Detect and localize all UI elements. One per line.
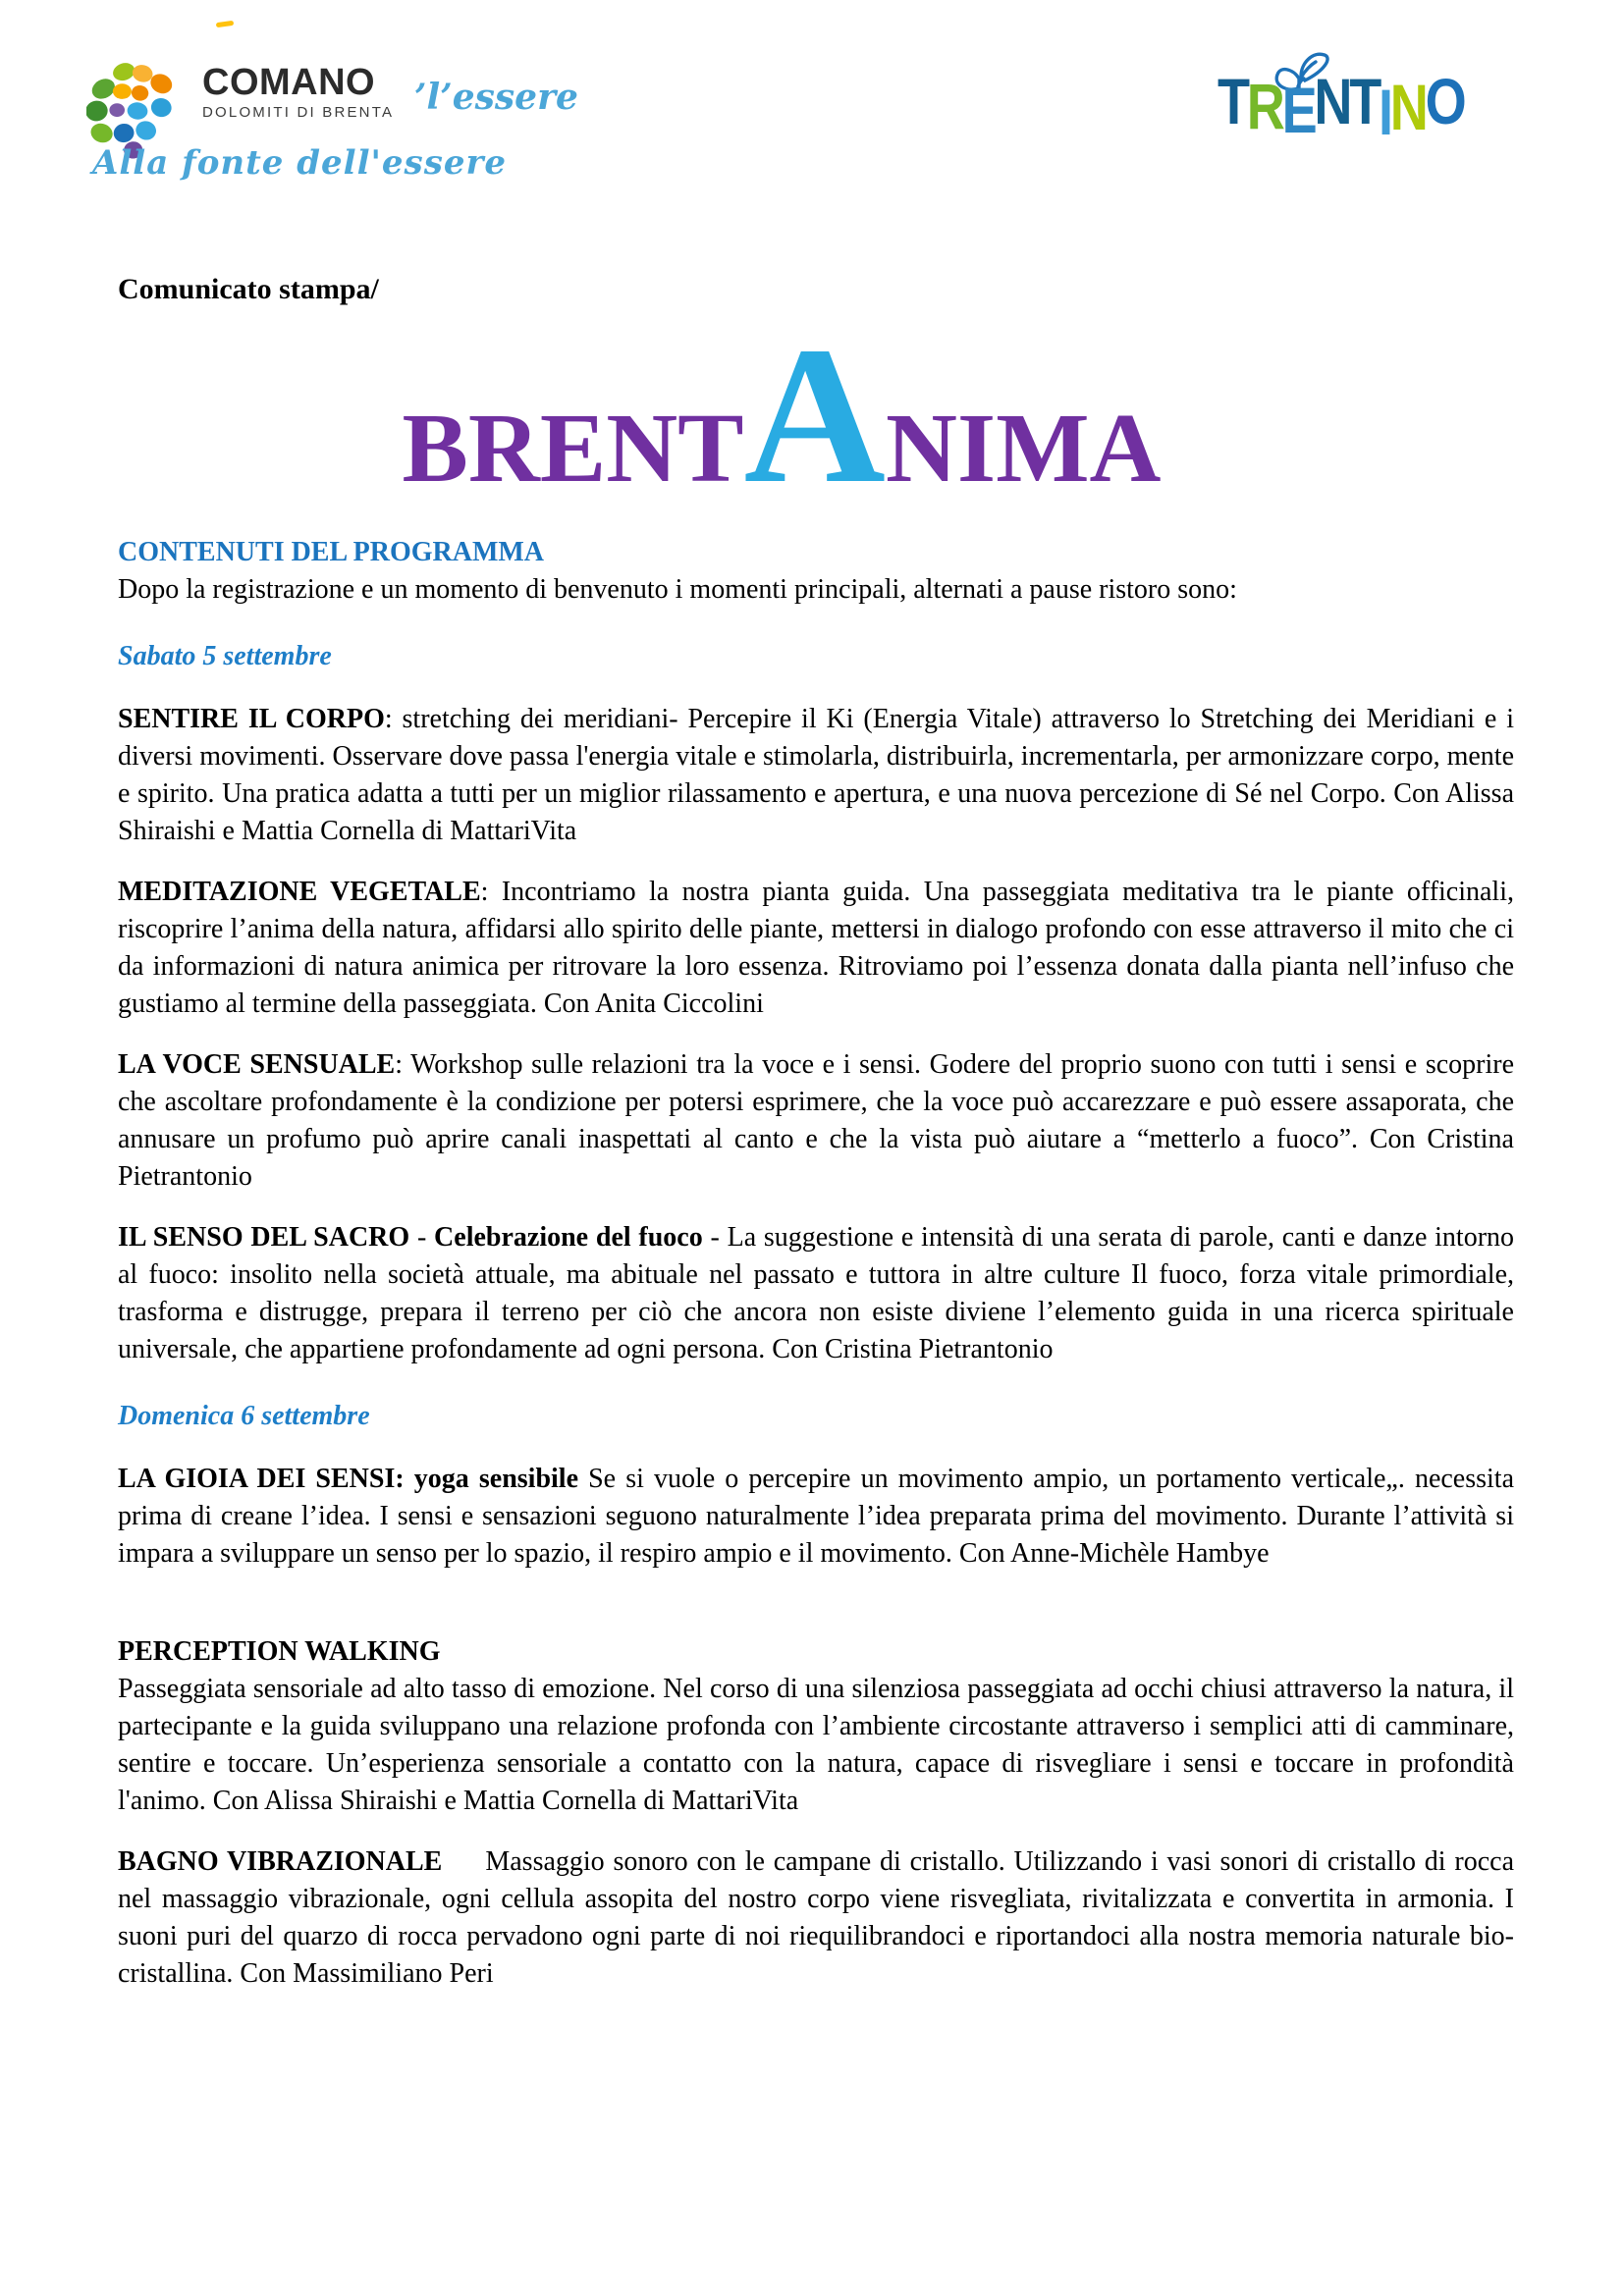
page-title <box>49 307 1514 524</box>
event-body: Massaggio sonoro con le campane di cristallo. Utilizzando i vasi sonori di cristallo di rocca nel massaggio vibrazionale, ogni cellula assopita del nostro corpo viene risvegliata, rivitalizzata e convertita in armonia. I suoni puri del quarzo di rocca pervadono ogni parte di noi riequilibrandoci e riportandoci alla nostra memoria naturale bio-cristallina. Con Massimiliano Peri <box>118 1846 1514 1989</box>
trentino-letter: R <box>1246 70 1282 142</box>
event-body: Se si vuole o percepire un movimento ampio, un portamento verticale„. necessita prima di creane l’idea. I sensi e sensazioni seguono naturalmente l’idea preparata prima del movimento. Durante l’attività si impara a sviluppare un senso per lo spazio, il respiro ampio e il movimento. Con Anne-Michèle Hambye <box>118 1464 1515 1569</box>
trentino-letter: O <box>1425 65 1464 137</box>
event-title: SENTIRE IL CORPO <box>118 704 385 734</box>
press-release-label: Comunicato stampa/ <box>118 273 379 305</box>
event-meditazione-vegetale <box>118 874 1514 1023</box>
comano-brand-name: COMANO <box>202 62 376 103</box>
tagline-fragment: ’l’essere <box>414 77 578 118</box>
event-title: MEDITAZIONE VEGETALE <box>118 877 481 907</box>
event-separator: : <box>395 1049 411 1080</box>
comano-subtitle: DOLOMITI DI BRENTA <box>202 104 395 121</box>
event-title: PERCEPTION WALKING <box>118 1636 441 1667</box>
title-accent-letter: A <box>743 307 886 524</box>
event-separator: : <box>480 877 502 907</box>
event-body: Incontriamo la nostra pianta guida. Una passeggiata meditativa tra le piante officinali, riscoprire l’anima della natura, affidarsi allo spirito delle piante, mettersi in dialogo profondo con esse attraverso il mito che ci da informazioni di natura animica per ritrovare la loro essenza. Ritroviamo poi l’essenza donata dalla pianta nell’infuso che gustiamo al termine della passeggiata. Con Anita Ciccolini <box>118 877 1514 1019</box>
title-prefix: BRENT <box>402 393 744 503</box>
event-separator: - <box>409 1222 435 1253</box>
comano-tagline: Alla fonte dell'essere <box>92 143 508 183</box>
trentino-letter: T <box>1349 65 1380 137</box>
trentino-letter: N <box>1389 71 1426 143</box>
event-body: stretching dei meridiani- Percepire il Ki (Energia Vitale) attraverso lo Stretching dei Meridiani e i diversi movimenti. Osservare dove passa l'energia vitale e stimolarla, distribuirla, incrementarla, per armonizzare corpo, mente e spirito. Una pratica adatta a tutti per un miglior rilassamento e apertura, e una nuova percezione di Sé nel Corpo. Con Alissa Shiraishi e Mattia Cornella di MattariVita <box>118 704 1515 846</box>
event-title: IL SENSO DEL SACRO <box>118 1222 410 1253</box>
event-separator <box>442 1846 485 1877</box>
event-la-gioia-dei-sensi <box>118 1461 1514 1573</box>
event-separator: - <box>702 1222 728 1253</box>
trentino-letter: E <box>1281 74 1315 146</box>
title-suffix: NIMA <box>885 393 1162 503</box>
program-intro: Dopo la registrazione e un momento di benvenuto i momenti principali, alternati a pause ristoro sono: <box>118 574 1237 605</box>
day-heading-saturday: Sabato 5 settembre <box>118 641 332 671</box>
event-body: La suggestione e intensità di una serata di parole, canti e danze intorno al fuoco: insolito nella società attuale, ma abituale nel passato e tuttora in altre culture Il fuoco, forza vitale primordiale, trasforma e distrugge, prepara il terreno per ciò che ancora non esiste diviene l’elemento guida in una ricerca spirituale universale, che appartiene profondamente ad ogni persona. Con Cristina Pietrantonio <box>118 1222 1515 1364</box>
event-bagno-vibrazionale <box>118 1843 1514 1993</box>
trentino-letter: N <box>1314 65 1350 137</box>
event-body: Workshop sulle relazioni tra la voce e i sensi. Godere del proprio suono con tutti i sensi e scoprire che ascoltare profondamente è la condizione per potersi esprimere, che la voce può accarezzare e può essere assaporata, che annusare un profumo può aprire canali inaspettati al canto e che la vista può aiutare a “metterlo a fuoco”. Con Cristina Pietrantonio <box>118 1049 1514 1192</box>
event-subtitle: Celebrazione del fuoco <box>434 1222 703 1253</box>
document-body <box>118 0 1514 2016</box>
trentino-letter: T <box>1218 65 1247 137</box>
trentino-letter: I <box>1379 76 1390 148</box>
event-sentire-il-corpo <box>118 701 1514 850</box>
event-body: Passeggiata sensoriale ad alto tasso di emozione. Nel corso di una silenziosa passeggiata ad occhi chiusi attraverso la natura, il partecipante e la guida sviluppano una relazione profonda con l’ambiente circostante attraverso i semplici atti di camminare, sentire e toccare. Un’esperienza sensoriale a contatto con la natura, capace di risvegliare i sensi e toccare in profondità l'animo. Con Alissa Shiraishi e Mattia Cornella di MattariVita <box>118 1674 1514 1816</box>
day-heading-sunday: Domenica 6 settembre <box>118 1401 370 1431</box>
event-il-senso-del-sacro <box>118 1219 1514 1368</box>
program-contents-heading: CONTENUTI DEL PROGRAMMA <box>118 537 545 567</box>
event-separator: : <box>384 704 403 734</box>
event-title: LA GIOIA DEI SENSI: yoga sensibile <box>118 1464 579 1494</box>
event-la-voce-sensuale <box>118 1046 1514 1196</box>
event-perception-walking <box>118 1633 1514 1820</box>
event-title: BAGNO VIBRAZIONALE <box>118 1846 443 1877</box>
event-title: LA VOCE SENSUALE <box>118 1049 396 1080</box>
event-separator <box>578 1464 588 1494</box>
